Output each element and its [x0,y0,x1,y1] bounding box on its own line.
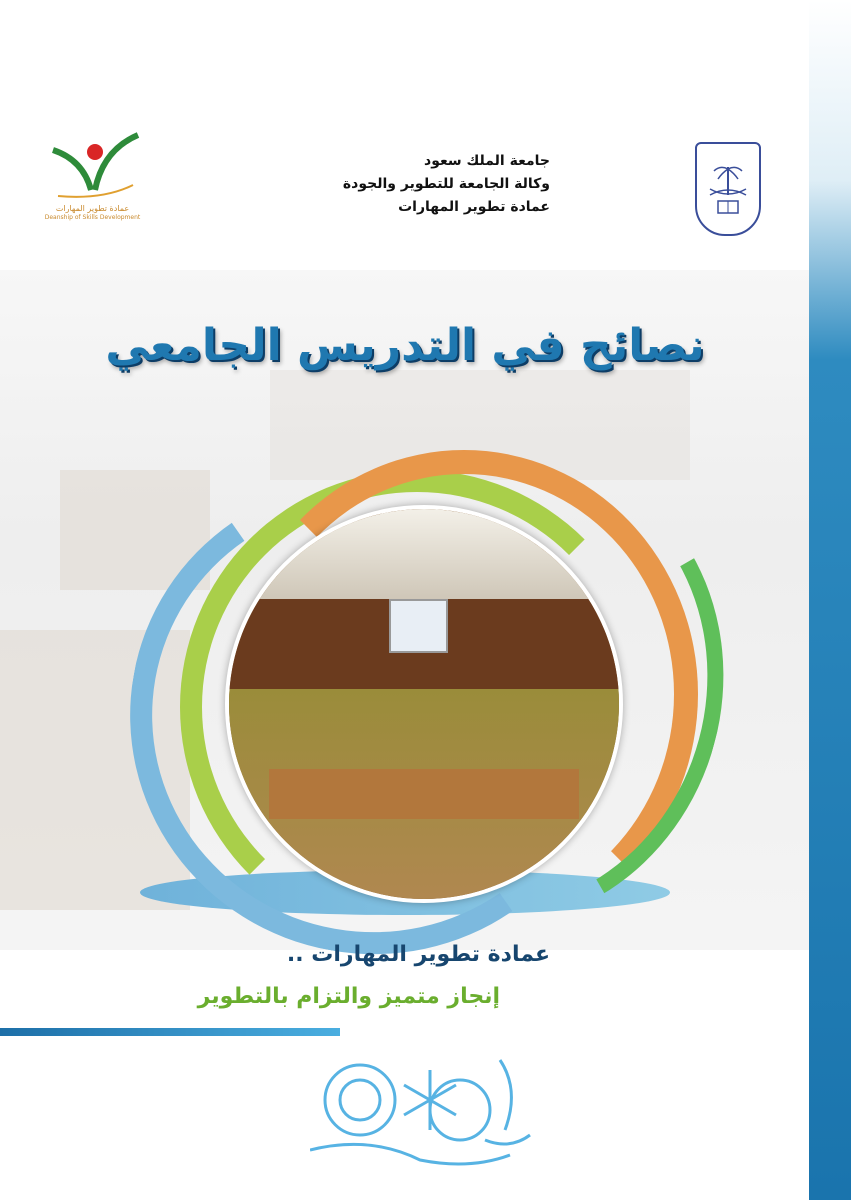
university-seal [695,142,761,236]
tagline-deanship: عمادة تطوير المهارات .. [286,942,550,967]
tagline-slogan: إنجاز متميز والتزام بالتطوير [197,984,500,1009]
page-title: نصائح في التدريس الجامعي [105,320,705,371]
institution-header [290,150,550,219]
logo-figure-icon [43,130,143,200]
palm-swords-icon [706,159,750,219]
vice-rectorate-name: وكالة الجامعة للتطوير والجودة [342,176,550,192]
logo-arabic-text: عمادة تطوير المهارات [55,204,130,213]
deanship-name: عمادة تطوير المهارات [398,199,550,215]
university-name: جامعة الملك سعود [424,153,550,169]
snowflake-ornament-icon [310,1040,540,1170]
deanship-logo [25,130,160,240]
blue-divider [0,1028,340,1036]
logo-english-text: Deanship of Skills Development [44,214,141,221]
side-stripe [809,0,851,1200]
classroom-photo [225,505,623,903]
